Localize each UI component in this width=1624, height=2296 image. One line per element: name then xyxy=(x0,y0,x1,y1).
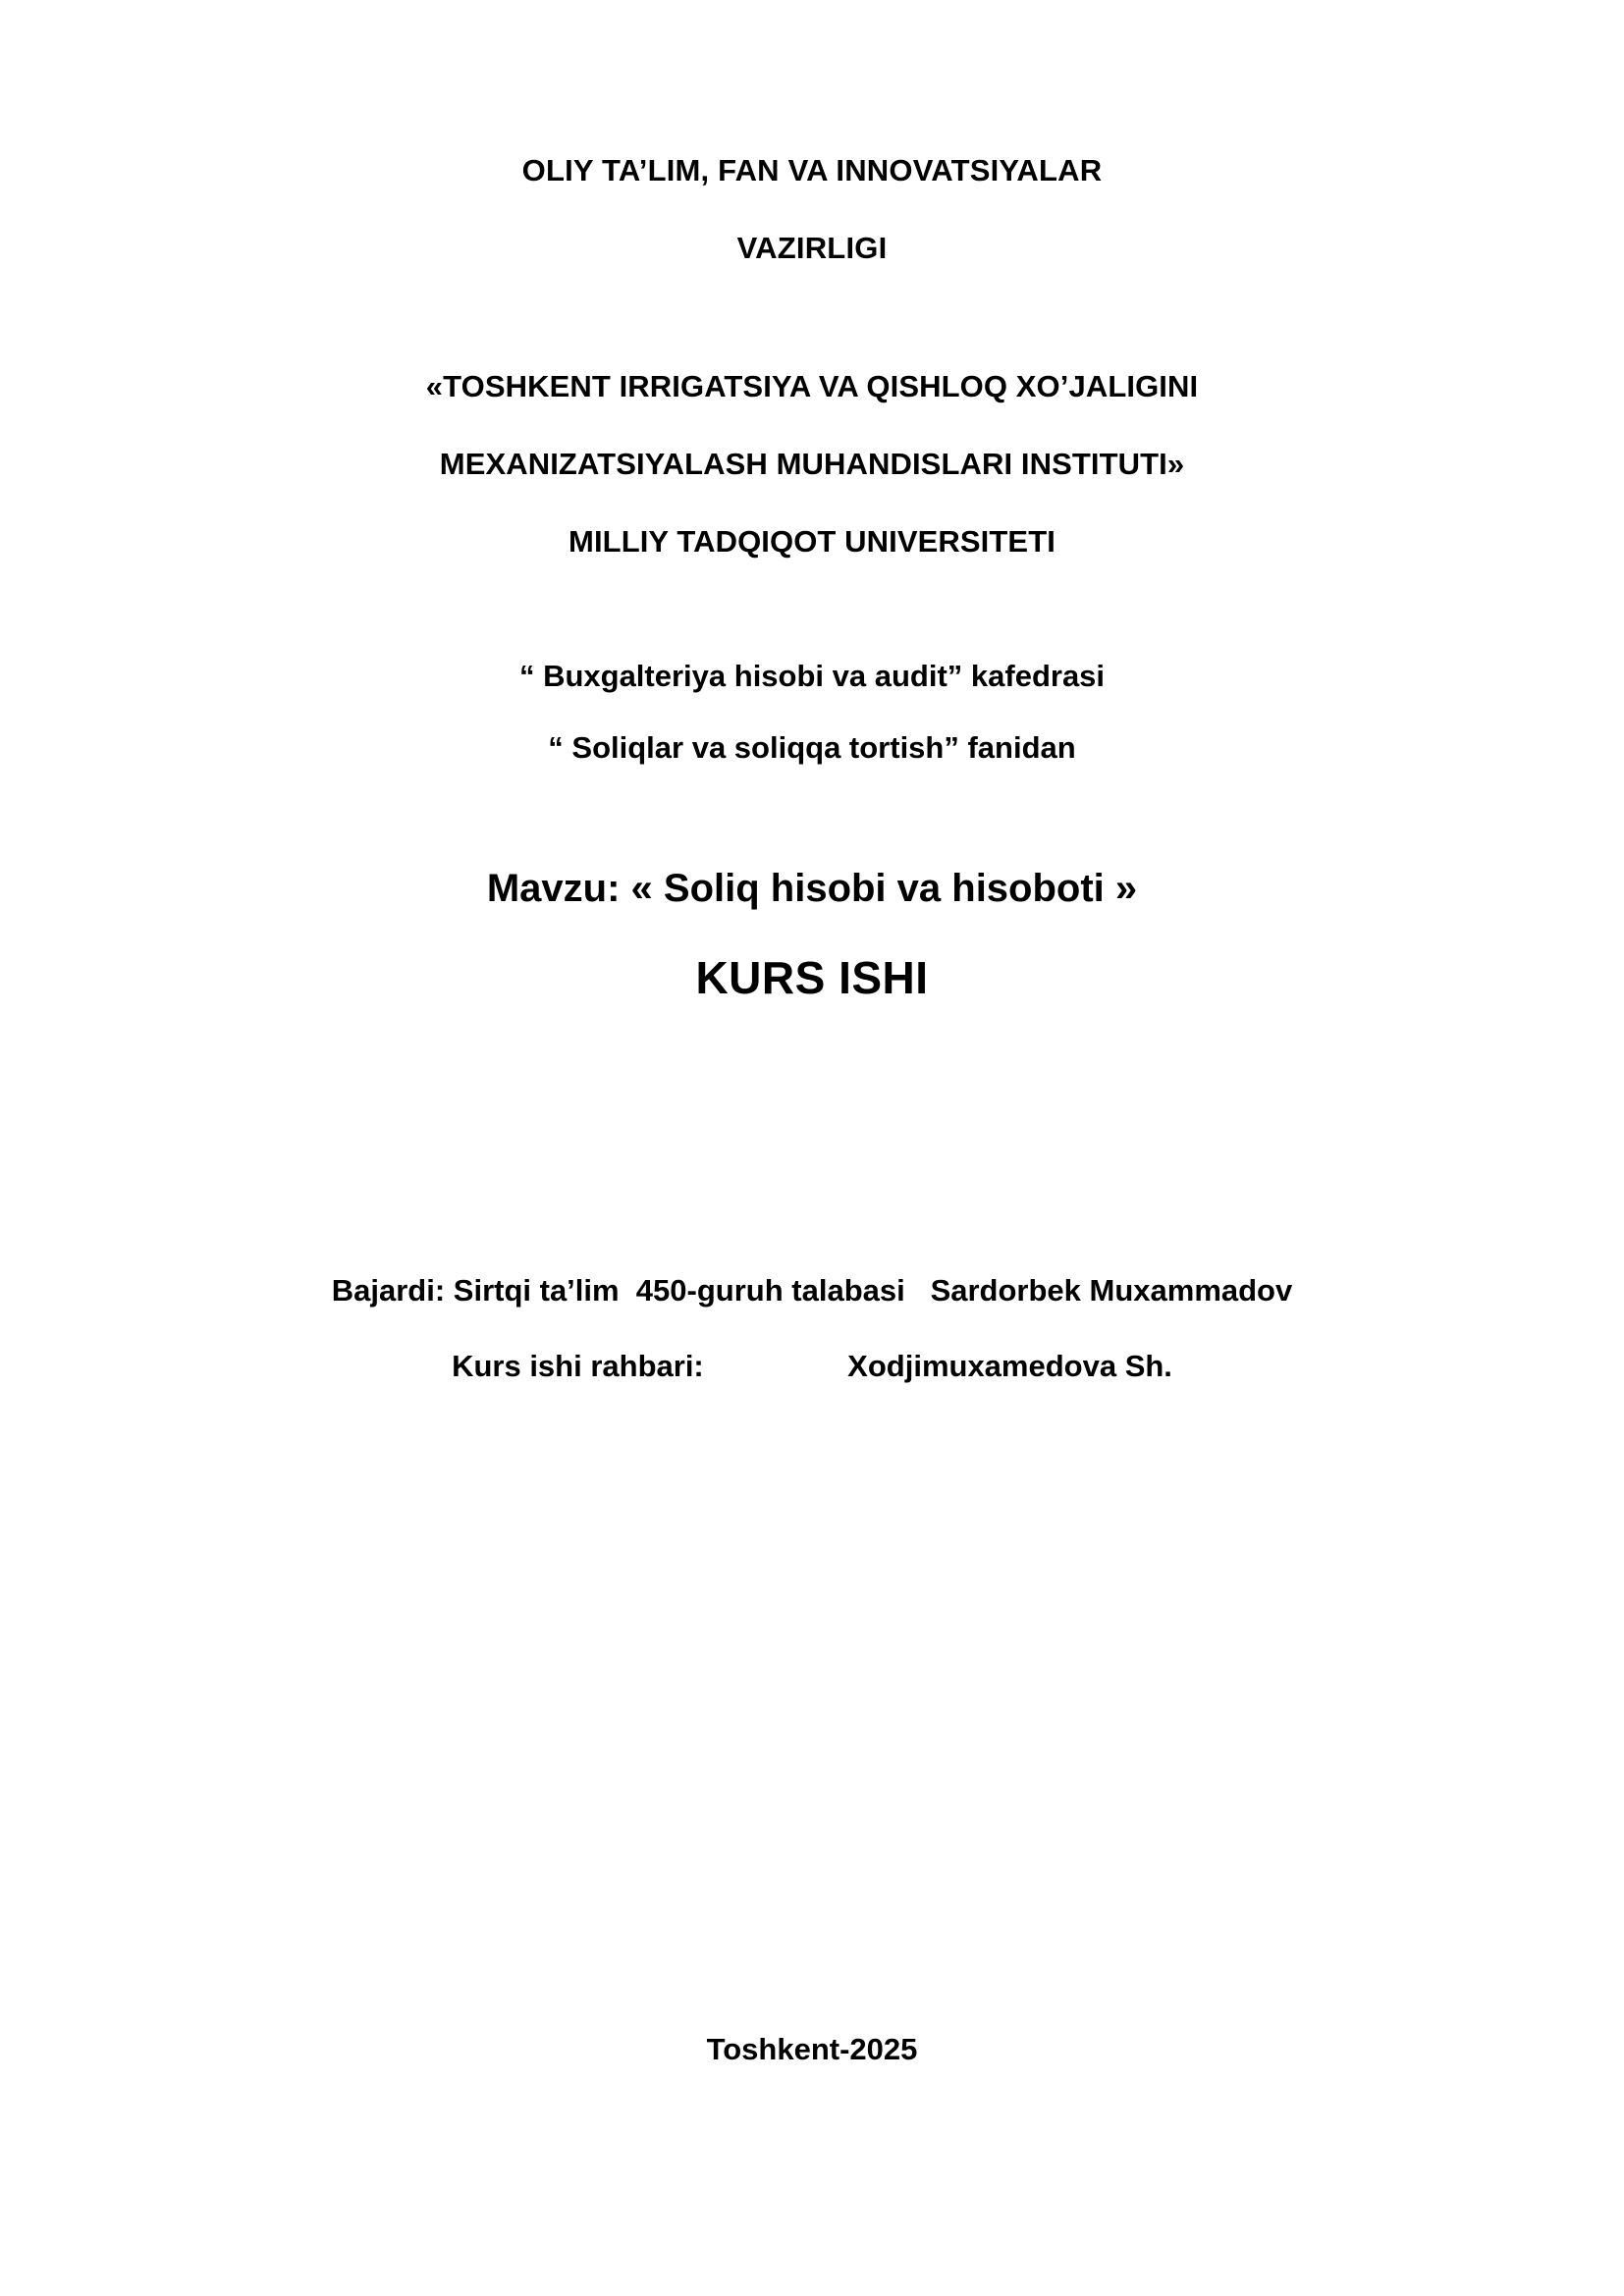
institute-line-3: MILLIY TADQIQOT UNIVERSITETI xyxy=(568,524,1056,559)
ministry-line-1: OLIY TA’LIM, FAN VA INNOVATSIYALAR xyxy=(521,153,1103,187)
supervisor-line: Kurs ishi rahbari: Xodjimuxamedova Sh. xyxy=(452,1349,1172,1383)
topic-title: Mavzu: « Soliq hisobi va hisoboti » xyxy=(486,867,1138,910)
work-type-title: KURS ISHI xyxy=(695,952,929,1003)
department-name: “ Buxgalteriya hisobi va audit” kafedrasi xyxy=(518,659,1106,693)
ministry-line-2: VAZIRLIGI xyxy=(736,231,888,265)
performed-by-line: Bajardi: Sirtqi ta’lim 450-guruh talabasi Sardorbek Muxammadov xyxy=(331,1273,1293,1308)
institute-line-2: MEXANIZATSIYALASH MUHANDISLARI INSTITUTI» xyxy=(439,447,1185,481)
place-and-year: Toshkent-2025 xyxy=(706,2032,918,2066)
title-page-content xyxy=(147,0,1477,2296)
author-block xyxy=(147,1275,1477,1381)
subject-name: “ Soliqlar va soliqqa tortish” fanidan xyxy=(548,730,1076,765)
institute-line-1: «TOSHKENT IRRIGATSIYA VA QISHLOQ XO’JALIGINI xyxy=(425,369,1199,403)
